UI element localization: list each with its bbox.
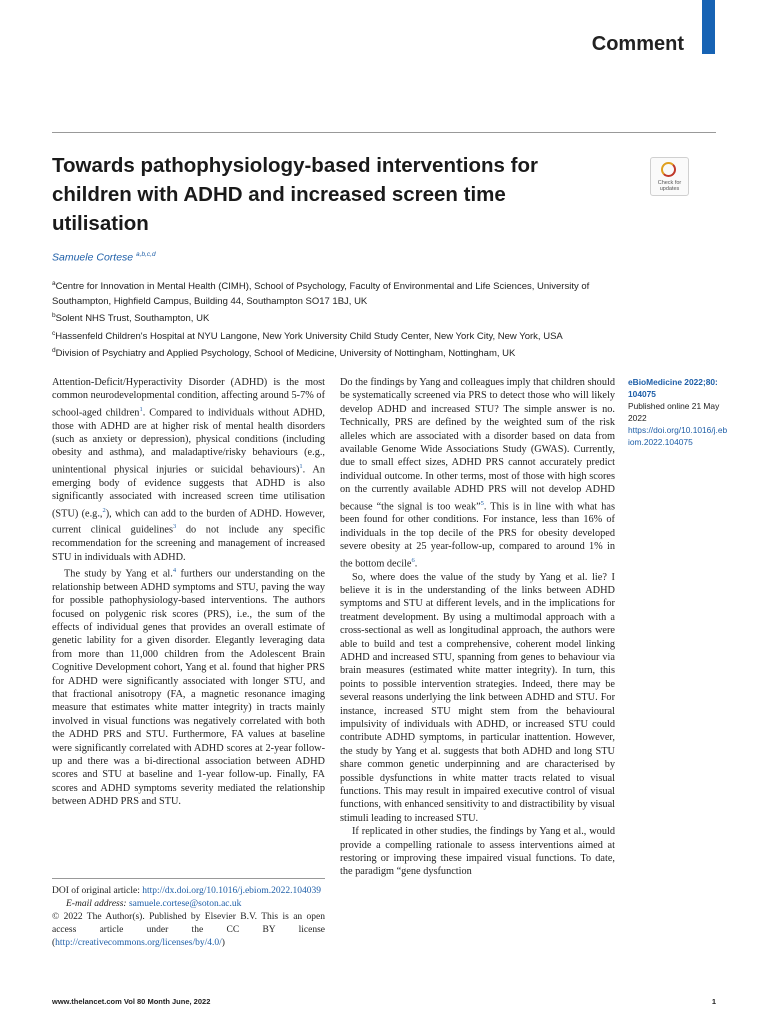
- affiliation-b: $^b$Solent NHS Trust, Southampton, UK: [52, 312, 210, 325]
- paragraph: The study by Yang et al.$^4$ furthers our understanding on the relationship between ADHD symptoms and STU, paving the way for possible pathophysiology-based interventions. The authors focused on polygenic risk scores (PRS), i.e., the sum of the effects of individual genes that provides an overall estimate of genetic lability for a given disorder. Elegantly leveraging data from more than 11,000 children from the Adolescent Brain Cognitive Development cohort, Yang et al. found that higher PRS for ADHD were significantly associated with longer STU, and that fractional anisotropy (FA, a magnetic resonance imaging measure that estimates white matter integrity) in tracts mainly involved in visual functions was negatively correlated with both the ADHD PRS and STU. Furthermore, FA values at baseline were significantly correlated with ADHD scores at 2-year follow-up and there was a bi-directional association between ADHD scores and STU at baseline and 1-year follow-up. Finally, FA scores and ADHD symptoms severity mediated the relationship between ADHD PRS and STU.: [52, 566, 325, 808]
- affiliation-d: $^d$Division of Psychiatry and Applied Psychology, School of Medicine, University of Nottingham, Nottingham, UK: [52, 347, 516, 360]
- email-link[interactable]: samuele.cortese@soton.ac.uk: [128, 899, 242, 909]
- check-for-updates-badge[interactable]: [650, 157, 689, 196]
- paragraph: If replicated in other studies, the findings by Yang et al., would provide a compelling rationale to assess interventions aimed at restoring or improving these impaired visual functions. To date, the paradigm “gene dysfunction: [340, 826, 615, 878]
- journal-citation: eBioMedicine 2022;80: 104075: [628, 377, 718, 399]
- footnotes: [52, 885, 325, 950]
- body-column-middle: [340, 376, 615, 879]
- license-notice: © 2022 The Author(s). Published by Elsevier B.V. This is an open access article under the CC BY license (http://creativecommons.org/licenses/by/4.0/): [52, 912, 325, 948]
- reference-link[interactable]: 3: [173, 523, 177, 531]
- section-color-bar: [702, 0, 715, 54]
- reference-link[interactable]: 6: [411, 556, 415, 564]
- header-divider: [52, 132, 716, 133]
- page-number: 1: [711, 997, 716, 1006]
- doi-original-article: DOI of original article: http://dx.doi.org/10.1016/j.ebiom.2022.104039: [52, 886, 321, 896]
- paragraph: Do the findings by Yang and colleagues imply that children should be systematically screened via PRS to detect those who will likely develop ADHD and increased STU? The simple answer is no. Technically, PRS are defined by the weighted sum of the risk alleles which are associated with a disorder based on data from available Genome Wide Associations Study (GWAS). Currently, due to small effect sizes, ADHD PRS cannot accurately predict individual outcome. In other terms, most of those with high scores on the currently available ADHD PRS will not develop ADHD because “the signal is too weak”$^5$. This is in line with what has been found for other conditions. For instance, less than 16% of individuals in the top decile of the PRS for obesity developed severe obesity at 25 year-follow-up, compared to around 1% in the bottom decile$^6$.: [340, 377, 615, 570]
- body-column-left: [52, 376, 325, 809]
- section-label: Comment: [591, 33, 684, 55]
- reference-link[interactable]: 1: [139, 405, 143, 413]
- published-date: Published online 21 May 2022: [628, 401, 720, 423]
- affiliation-a: $^a$Centre for Innovation in Mental Health (CIMH), School of Psychology, Faculty of Environmental and Life Sciences, University of Southampton, Highfield Campus, Building 44, Southampton SO17 1BJ, UK: [52, 280, 590, 307]
- paragraph: So, where does the value of the study by Yang et al. lie? I believe it is in the understanding of the links between ADHD symptoms and STU at different levels, and in the implications for treatment development. By using a multimodal approach with a cross-sectional as well as longitudinal approach, the authors were able to build and test a comprehensive, coherent model linking ADHD and increased STU, spanning from genes to behaviour via brain measures (estimated white matter integrity). In turn, this points to possible intervention strategies. Indeed, there may be several reasons underlying the link between ADHD and STU. For instance, increased STU might stem from the behavioural impulsivity of individuals with ADHD, or increased STU could contribute ADHD symptoms, in particular inattention. However, the study by Yang et al. suggests that both ADHD and long STU share common genetic underpinning and are characterised by possible dysfunctions in white matter tracts related to visual functions. This may result in impaired executive control of visual functions, with enhanced sensitivity to and distractibility by visual stimuli leading to increased STU.: [340, 571, 615, 824]
- footer-journal-info: www.thelancet.com Vol 80 Month June, 2022: [52, 997, 211, 1006]
- author-affiliation-marks: a,b,c,d: [136, 251, 156, 258]
- reference-link[interactable]: 4: [172, 566, 177, 574]
- footnote-divider: [52, 878, 325, 879]
- affiliation-c: $^c$Hassenfeld Children's Hospital at NYU Langone, New York University Child Study Center, New York City, New York, USA: [52, 329, 563, 342]
- email-line: E-mail address: samuele.cortese@soton.ac.uk: [66, 899, 242, 909]
- author-name[interactable]: Samuele Cortese: [52, 251, 134, 264]
- doi-original-link[interactable]: http://dx.doi.org/10.1016/j.ebiom.2022.104039: [142, 886, 321, 896]
- affiliations: [52, 277, 622, 362]
- reference-link[interactable]: 2: [102, 506, 106, 514]
- author-line[interactable]: [52, 251, 156, 264]
- doi-link[interactable]: https://doi.org/10.1016/j.ebiom.2022.104075: [628, 425, 728, 447]
- check-updates-text: Check for updates: [657, 180, 682, 192]
- paragraph: Attention-Deficit/Hyperactivity Disorder (ADHD) is the most common neurodevelopmental condition, affecting around 5-7% of school-aged children$^1$. Compared to individuals without ADHD, those with ADHD are at higher risk of mental health disorders (such as anxiety or depression), physical conditions (including obesity and asthma), and maladaptive/risky behaviours (e.g., unintentional physical injuries or suicidal behaviours)$^1$. An emerging body of evidence suggests that ADHD is also significantly associated with increased screen time utilisation (STU) (e.g.,$^2$), which can add to the burden of ADHD. However, current clinical guidelines$^3$ do not include any specific recommendation for the screening and management of increased STU in individuals with ADHD.: [52, 377, 326, 563]
- check-updates-icon: [661, 162, 676, 177]
- reference-link[interactable]: 5: [480, 499, 484, 507]
- article-title: Towards pathophysiology-based interventions for children with ADHD and increased screen time utilisation: [52, 154, 538, 235]
- license-link[interactable]: http://creativecommons.org/licenses/by/4.0/: [55, 938, 222, 948]
- reference-link[interactable]: 1: [299, 462, 303, 470]
- article-info-sidebar: [628, 376, 728, 448]
